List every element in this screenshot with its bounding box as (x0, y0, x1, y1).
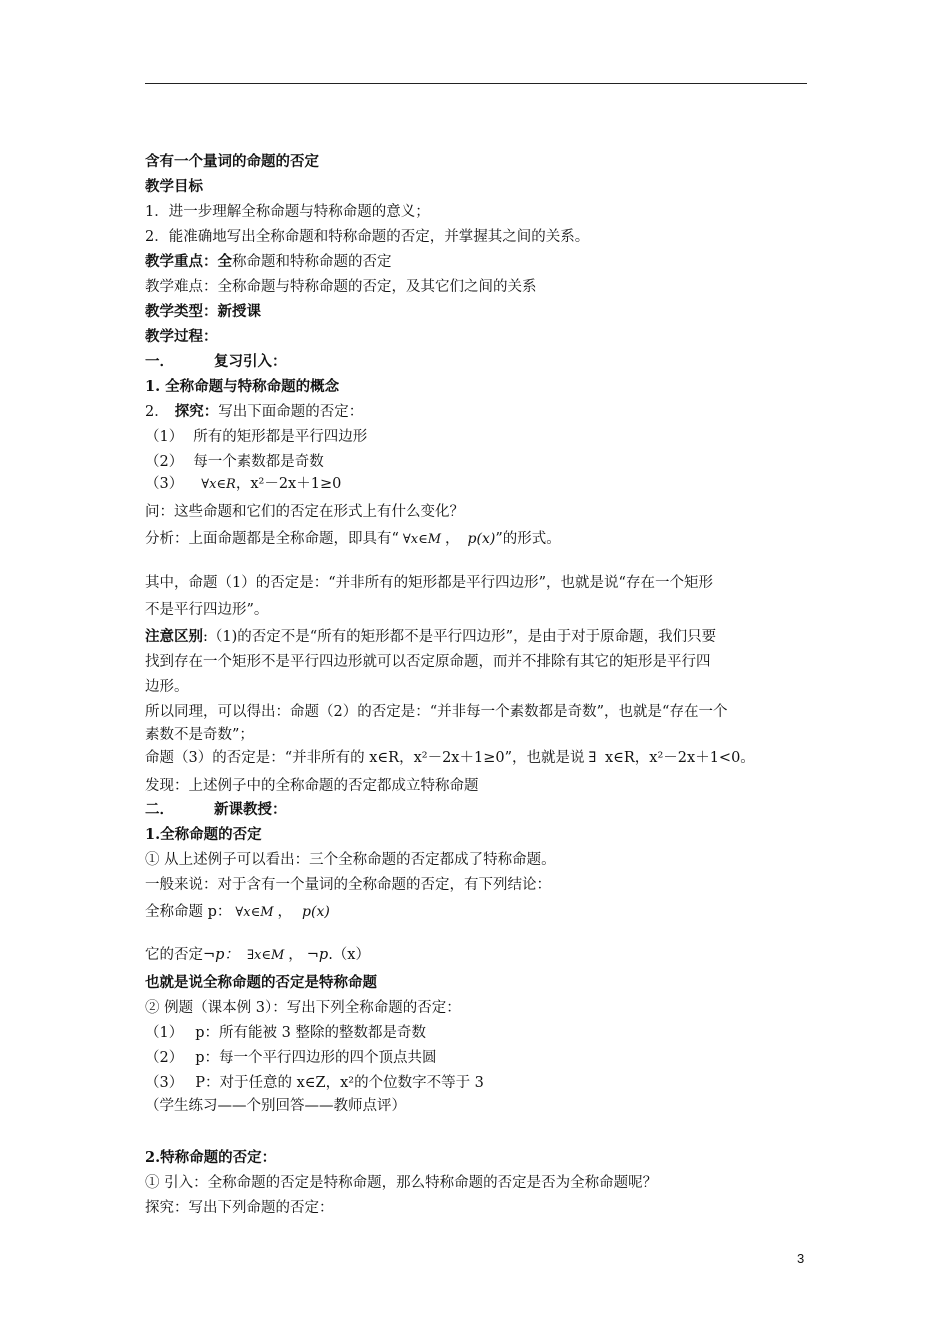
exercise-3-text: P：对于任意的 x∈Z，x²的个位数字不等于 3 (195, 1075, 484, 1091)
header-rule (145, 83, 807, 84)
note-line-1 (145, 628, 716, 646)
analysis (145, 530, 561, 549)
section-2-title: 新课教授： (214, 801, 287, 818)
section-1-num: 一． (145, 353, 174, 370)
circle-1: ① 从上述例子可以看出：三个全称命题的否定都成了特称命题。 (145, 852, 556, 868)
analysis-quantifier: ∀x∈M (402, 532, 442, 547)
objective-2: 2．能准确地写出全称命题和特称命题的否定，并掌握其之间的关系。 (145, 229, 590, 245)
page-number: 3 (797, 1251, 805, 1266)
example-1-text: 所有的矩形都是平行四边形 (193, 429, 368, 445)
same-line-2: 素数不是奇数”； (145, 727, 254, 743)
objective-1: 1．进一步理解全称命题与特称命题的意义； (145, 204, 430, 220)
note-line-2: 找到存在一个矩形不是平行四边形就可以否定原命题，而并不排除有其它的矩形是平行四 (145, 654, 711, 670)
example-1-num: （1） (145, 429, 184, 445)
intro: ① 引入：全称命题的否定是特称命题，那么特称命题的否定是否为全称命题呢？ (145, 1175, 658, 1191)
exercise-3 (145, 1074, 484, 1092)
question: 问：这些命题和它们的否定在形式上有什么变化？ (145, 504, 464, 520)
negation-3-post: x∈R，x²－2x＋1<0。 (600, 750, 755, 766)
negation-3 (145, 749, 755, 767)
key-point-text: 称命题和特称命题的否定 (232, 254, 392, 270)
note-text: :（1)的否定不是“所有的矩形都不是平行四边形”，是由于对于原命题，我们只要 (203, 629, 717, 645)
discovery: 发现：上述例子中的全称命题的否定都成立特称命题 (145, 778, 479, 794)
exercise-1-text: p：所有能被 3 整除的整数都是奇数 (195, 1025, 426, 1041)
exercise-1 (145, 1024, 426, 1042)
explore: 探究：写出下列命题的否定： (145, 1200, 334, 1216)
new-topic-2: 2.特称命题的否定： (145, 1149, 277, 1166)
practice-note: （学生练习——个别回答——教师点评） (145, 1098, 406, 1114)
universal-quantifier: ∀x∈M (235, 905, 274, 920)
negation-3-pre: 命题（3）的否定是：“并非所有的 x∈R，x²－2x＋1≥0”，也就是说 (145, 750, 585, 766)
exercise-3-num: （3） (145, 1075, 184, 1091)
conclusion: 也就是说全称命题的否定是特称命题 (145, 974, 377, 991)
negation-x: .（x） (328, 947, 370, 963)
analysis-post: ”的形式。 (495, 531, 561, 547)
example-2-num: （2） (145, 454, 184, 470)
review-2-text: 写出下面命题的否定： (218, 404, 364, 420)
key-point (145, 253, 392, 271)
negation-3-exists: ∃ (588, 750, 597, 766)
negation-notp: ¬p： (203, 947, 239, 963)
circle-2: ② 例题（课本例 3）：写出下列全称命题的否定： (145, 1000, 461, 1016)
analysis-predicate: p(x) (467, 531, 496, 547)
universal-predicate: p(x) (302, 904, 330, 920)
section-1-heading (145, 353, 287, 371)
universal-comma: ， (277, 904, 293, 920)
universal-form (145, 903, 330, 922)
example-3 (145, 475, 341, 494)
review-2-num: 2． (145, 404, 169, 420)
note-line-3: 边形。 (145, 679, 189, 695)
negation-label: 它的否定 (145, 947, 203, 963)
review-2 (145, 403, 363, 421)
example-2 (145, 453, 324, 471)
example-2-text: 每一个素数都是奇数 (193, 454, 324, 470)
negation-1-line-2: 不是平行四边形”。 (145, 602, 269, 618)
section-2-heading (145, 801, 287, 819)
same-line-1: 所以同理，可以得出：命题（2）的否定是：“并非每一个素数都是奇数”，也就是“存在一个 (145, 704, 728, 720)
new-topic-1: 1.全称命题的否定 (145, 826, 262, 843)
negation-form (145, 946, 370, 965)
section-2-num: 二． (145, 801, 174, 818)
exercise-2-text: p：每一个平行四边形的四个顶点共圆 (195, 1050, 437, 1066)
review-2-label: 探究： (174, 403, 219, 420)
exercise-1-num: （1） (145, 1025, 184, 1041)
negation-np: ¬p (306, 947, 329, 963)
negation-comma: ， (288, 947, 303, 963)
example-3-num: （3） (145, 476, 184, 492)
analysis-pre: 分析：上面命题都是全称命题，即具有“ (145, 531, 399, 547)
process-heading: 教学过程： (145, 328, 218, 345)
key-point-label: 教学重点：全 (145, 253, 232, 270)
example-3-quantifier: ∀x∈R (201, 477, 236, 492)
analysis-comma: ， (445, 531, 460, 547)
doc-title: 含有一个量词的命题的否定 (145, 153, 319, 170)
exercise-2 (145, 1049, 437, 1067)
general-statement: 一般来说：对于含有一个量词的全称命题的否定，有下列结论： (145, 877, 551, 893)
note-label: 注意区别 (145, 628, 203, 645)
example-1 (145, 428, 367, 446)
review-1: 1. 全称命题与特称命题的概念 (145, 378, 340, 395)
exercise-2-num: （2） (145, 1050, 184, 1066)
negation-quantifier: ∃x∈M (246, 948, 285, 963)
universal-label: 全称命题 p： (145, 904, 232, 920)
lesson-type: 教学类型：新授课 (145, 303, 261, 320)
negation-1-line-1: 其中，命题（1）的否定是：“并非所有的矩形都是平行四边形”，也就是说“存在一个矩形 (145, 575, 713, 591)
objectives-heading: 教学目标 (145, 178, 203, 195)
section-1-title: 复习引入： (214, 353, 287, 370)
difficulty: 教学难点：全称命题与特称命题的否定，及其它们之间的关系 (145, 279, 537, 295)
example-3-text: ，x²－2x＋1≥0 (235, 476, 342, 492)
